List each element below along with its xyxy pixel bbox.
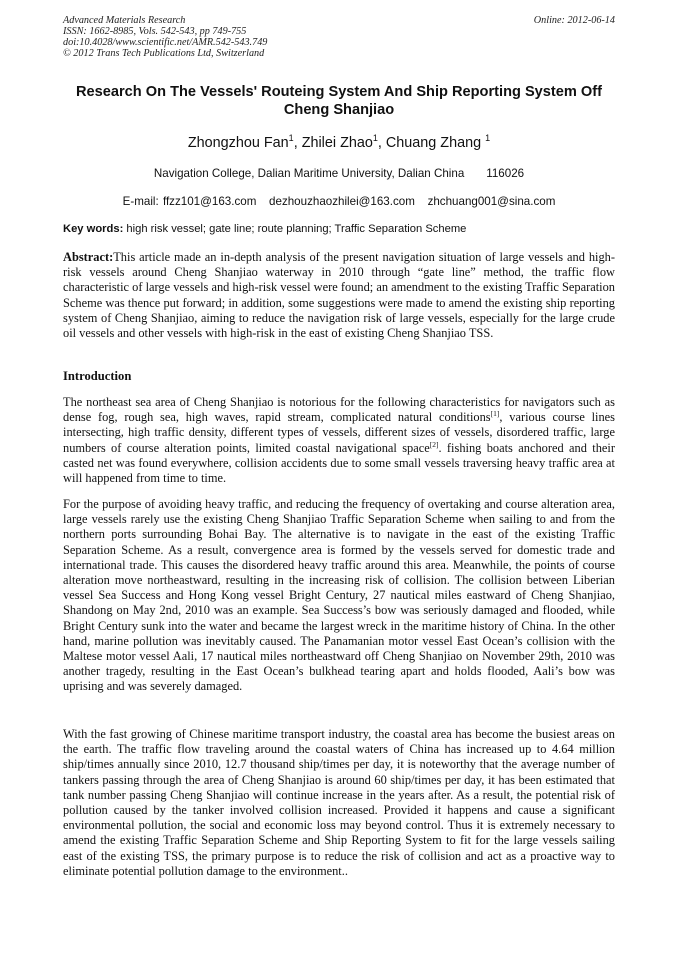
keywords-label: Key words:	[63, 223, 124, 235]
paragraph: For the purpose of avoiding heavy traffic, and reducing the frequency of overtaking and course alteration area, large vessels rarely use the existing Cheng Shanjiao Traffic Separation Scheme when sailing to and from the northern ports surrounding Bohai Bay. The alternative is to navigate in the east of the existing Traffic Separation Scheme. As a result, convergence area is formed by the vessels served for domestic trade and international trade. This causes the disordered heavy traffic around this area. Meanwhile, the points of course alteration move northeastward, resulting in the increasing risk of collision. The collision between Liberian vessel Sea Success and Hong Kong vessel Bright Century, 27 nautical miles eastward of Cheng Shanjiao, Shandong on May 2nd, 2010 was an example. Sea Success’s bow was seriously damaged and flooded, while Bright Century sunk into the water and became the largest wreck in the maritime history of China. In the other hand, marine pollution was inevitably caused. The Panamanian motor vessel East Ocean’s collision with the Maltese motor vessel Aali, 17 nautical miles northeastward off Cheng Shanjiao on November 29th, 2010 was another tragedy, resulting in the East Ocean’s bulkhead tearing apart and holds flooded, Aali’s bow was uprising and was severely damaged.	[63, 497, 615, 694]
online-date: Online: 2012-06-14	[533, 15, 615, 26]
paragraph	[63, 395, 615, 486]
abstract	[63, 250, 615, 341]
abstract-label: Abstract:	[63, 250, 114, 264]
copyright-line: © 2012 Trans Tech Publications Ltd, Switzerland	[63, 48, 265, 59]
paragraph-text: . fishing boats anchored and their casted net was found everywhere, collision accidents due to some small vessels traversing heavy traffic area at will happened from time to time.	[63, 440, 615, 486]
paragraph-text: The northeast sea area of Cheng Shanjiao is notorious for the following characteristics for navigators such as dense fog, rough sea, high waves, rapid stream, complicated natural conditions	[63, 395, 615, 425]
email-label: E-mail:	[122, 195, 159, 208]
paragraph-text: , various course lines intersecting, high traffic density, different types of vessels, different sizes of vessels, disordered traffic, large numbers of course alteration points, limited coastal navigational space	[63, 410, 616, 455]
author-affiliation-mark: 1	[485, 133, 491, 143]
affiliation-text: Navigation College, Dalian Maritime University, Dalian China	[153, 167, 465, 180]
issn-line: ISSN: 1662-8985, Vols. 542-543, pp 749-755	[63, 26, 247, 37]
email-address[interactable]: ffzz101@163.com	[162, 195, 257, 208]
journal-header	[63, 15, 615, 59]
author-name: Chuang Zhang	[385, 134, 482, 151]
affiliation	[60, 167, 618, 181]
keywords-text: high risk vessel; gate line; route planning; Traffic Separation Scheme	[126, 223, 467, 235]
author-affiliation-mark: 1	[372, 133, 378, 143]
journal-name: Advanced Materials Research	[63, 15, 186, 26]
paragraph: With the fast growing of Chinese maritime transport industry, the coastal area has become the busiest areas on the earth. The traffic flow traveling around the coastal waters of China has increased up to 4.64 million ship/times annually since 2010, 12.7 thousand ship/times per day, it is noteworthy that the average number of tankers passing through the area of Cheng Shanjiao is around 60 ship/times per day, it has been estimated that tank number passing Cheng Shanjiao will continue increase in the years after. As a result, the potential risk of pollution caused by the tanker involved collision increased. Provided it happens and cause a significant environmental pollution, the social and economic loss may beyond control. Thus it is extremely necessary to amend the existing Traffic Separation Scheme and Ship Reporting System to fit for the large vessels sailing east of the existing TSS, the primary purpose is to reduce the risk of collision and act as a proactive way to eliminate potential pollution damage to the environment..	[63, 727, 615, 878]
author-affiliation-mark: 1	[288, 133, 294, 143]
author-name: Zhilei Zhao	[301, 134, 373, 151]
email-address[interactable]: dezhouzhaozhilei@163.com	[269, 195, 415, 208]
doi-line: doi:10.4028/www.scientific.net/AMR.542-543.749	[63, 37, 268, 48]
keywords	[63, 222, 615, 236]
citation-ref[interactable]: [1]	[490, 409, 500, 419]
postal-code: 116026	[486, 167, 525, 180]
section-heading-introduction: Introduction	[63, 369, 132, 383]
email-address[interactable]: zhchuang001@sina.com	[427, 195, 556, 208]
author-list: Zhongzhou Fan$^1$, Zhilei Zhao$^1$, Chuang Zhang $^1$	[187, 133, 491, 151]
paper-title: Research On The Vessels' Routeing System And Ship Reporting System Off Cheng Shanjiao	[76, 84, 602, 118]
author-name: Zhongzhou Fan	[187, 134, 289, 151]
citation-ref[interactable]: [2]	[429, 439, 439, 449]
abstract-text: This article made an in-depth analysis of the present navigation situation of large vessels and high-risk vessels around Cheng Shanjiao waterway in 2010 through “gate line” method, the traffic flow characteristic of large vessels and high-risk vessel were found; an amendment to the existing Traffic Separation Scheme was thence put forward; in addition, some suggestions were made to amend the existing ship reporting system of Cheng Shanjiao, aiming to reduce the navigation risk of large vessels, especially for the large crude oil vessels and other vessels with high-risk in the east of existing Cheng Shanjiao TSS.	[63, 250, 615, 341]
email-line	[60, 195, 618, 209]
